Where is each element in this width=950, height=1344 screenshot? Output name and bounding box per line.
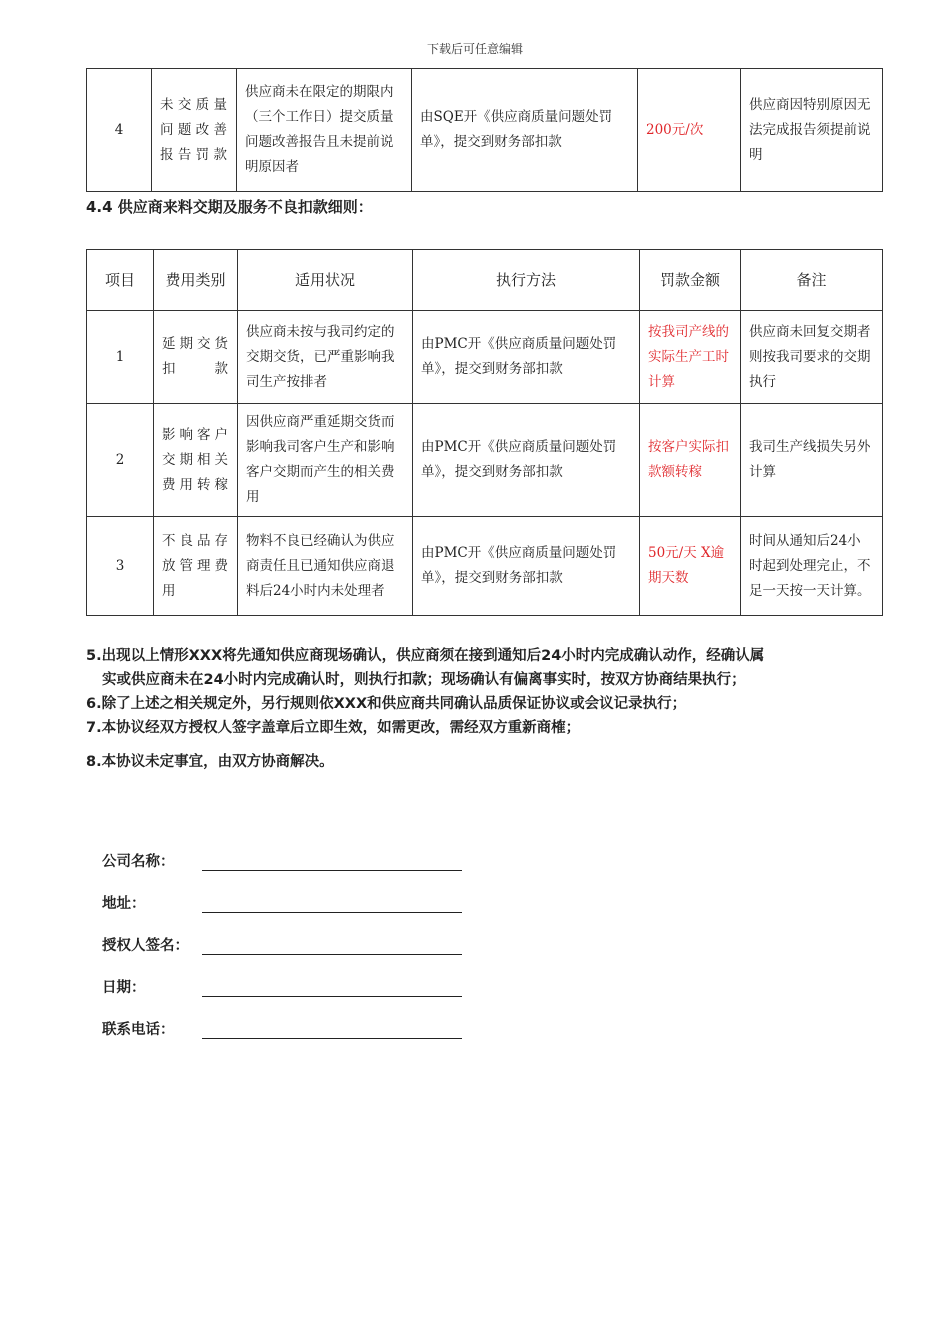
applicable-condition: 因供应商严重延期交货而影响我司客户生产和影响客户交期而产生的相关费用 <box>238 404 413 517</box>
row-number: 3 <box>87 517 154 616</box>
table-row <box>87 69 883 192</box>
company-name-label: 公司名称： <box>102 854 175 870</box>
clause-5 <box>86 644 882 692</box>
authorized-signature-label: 授权人签名： <box>102 938 189 954</box>
execution-method: 由PMC开《供应商质量问题处罚单》，提交到财务部扣款 <box>413 404 640 517</box>
table-row <box>87 517 883 616</box>
header-item: 项目 <box>87 250 154 311</box>
penalty-amount: 50元/天 X逾期天数 <box>640 517 741 616</box>
execution-method: 由PMC开《供应商质量问题处罚单》，提交到财务部扣款 <box>413 517 640 616</box>
penalty-amount: 按客户实际扣款额转稼 <box>640 404 741 517</box>
company-name-underline[interactable] <box>202 870 462 871</box>
address-field[interactable] <box>102 888 462 930</box>
date-field[interactable] <box>102 972 462 1014</box>
fee-category: 影响客户交期相关费用转稼 <box>154 404 238 517</box>
applicable-condition: 物料不良已经确认为供应商责任且已通知供应商退料后24小时内未处理者 <box>238 517 413 616</box>
section-title: 4.4 供应商来料交期及服务不良扣款细则： <box>86 198 373 216</box>
address-underline[interactable] <box>202 912 462 913</box>
header-category: 费用类别 <box>154 250 238 311</box>
row-number: 2 <box>87 404 154 517</box>
applicable-condition: 供应商未在限定的期限内（三个工作日）提交质量问题改善报告且未提前说明原因者 <box>237 69 412 192</box>
header-amount: 罚款金额 <box>640 250 741 311</box>
remark: 供应商未回复交期者则按我司要求的交期执行 <box>741 311 883 404</box>
clause-6: 6.除了上述之相关规定外，另行规则依XXX和供应商共同确认品质保证协议或会议记录执行； <box>86 696 687 712</box>
table-header-row <box>87 250 883 311</box>
remark: 供应商因特别原因无法完成报告须提前说明 <box>741 69 883 192</box>
header-remark: 备注 <box>741 250 883 311</box>
authorized-signature-underline[interactable] <box>202 954 462 955</box>
fee-category: 延期交货扣款 <box>154 311 238 404</box>
address-label: 地址： <box>102 896 146 912</box>
clause-5-line-2: 实或供应商未在24小时内完成确认时，则执行扣款；现场确认有偏离事实时，按双方协商结果执行； <box>102 672 746 688</box>
page-header: 下载后可任意编辑 <box>426 42 523 56</box>
remark: 时间从通知后24小时起到处理完止，不足一天按一天计算。 <box>741 517 883 616</box>
penalty-amount: 按我司产线的实际生产工时计算 <box>640 311 741 404</box>
table-row <box>87 311 883 404</box>
remark: 我司生产线损失另外计算 <box>741 404 883 517</box>
penalty-table-continued <box>86 68 883 192</box>
phone-underline[interactable] <box>202 1038 462 1039</box>
delivery-penalty-table <box>86 249 883 616</box>
signature-form <box>102 846 462 1056</box>
phone-field[interactable] <box>102 1014 462 1056</box>
applicable-condition: 供应商未按与我司约定的交期交货，已严重影响我司生产按排者 <box>238 311 413 404</box>
authorized-signature-field[interactable] <box>102 930 462 972</box>
table-row <box>87 404 883 517</box>
phone-label: 联系电话： <box>102 1022 175 1038</box>
agreement-clauses <box>86 644 882 774</box>
row-number: 4 <box>87 69 152 192</box>
clause-8: 8.本协议未定事宜，由双方协商解决。 <box>86 754 334 770</box>
row-number: 1 <box>87 311 154 404</box>
date-underline[interactable] <box>202 996 462 997</box>
header-method: 执行方法 <box>413 250 640 311</box>
clause-7: 7.本协议经双方授权人签字盖章后立即生效，如需更改，需经双方重新商榷； <box>86 720 581 736</box>
execution-method: 由SQE开《供应商质量问题处罚单》，提交到财务部扣款 <box>412 69 638 192</box>
penalty-amount: 200元/次 <box>638 69 741 192</box>
clause-5-line-1: 5.出现以上情形XXX将先通知供应商现场确认，供应商须在接到通知后24小时内完成确认动作，经确认属 <box>86 648 765 664</box>
header-condition: 适用状况 <box>238 250 413 311</box>
company-name-field[interactable] <box>102 846 462 888</box>
date-label: 日期： <box>102 980 146 996</box>
fee-category: 未交质量问题改善报告罚款 <box>152 69 237 192</box>
execution-method: 由PMC开《供应商质量问题处罚单》，提交到财务部扣款 <box>413 311 640 404</box>
fee-category: 不良品存放管理费用 <box>154 517 238 616</box>
